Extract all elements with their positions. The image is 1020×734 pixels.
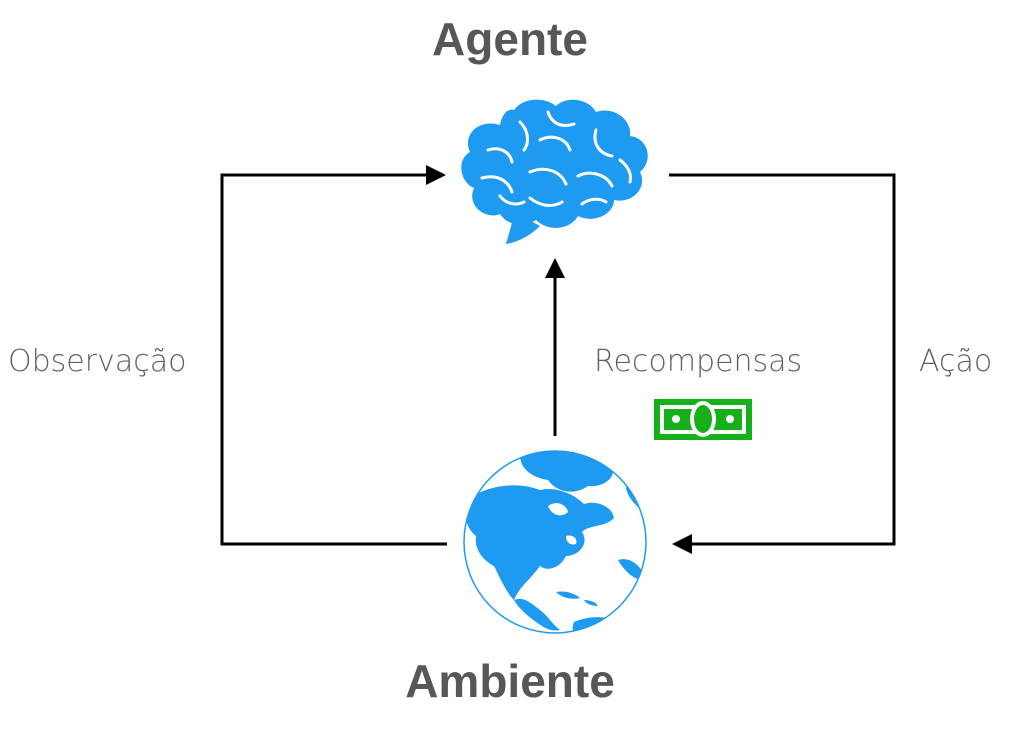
- action-label: Ação: [919, 344, 993, 379]
- action-arrowhead: [672, 534, 692, 554]
- brain-icon: [461, 100, 647, 244]
- observation-arrowhead: [426, 165, 446, 185]
- observation-label: Observação: [8, 344, 187, 379]
- observation-arrow: [222, 175, 447, 544]
- money-icon: [654, 399, 752, 440]
- globe-icon: [464, 451, 646, 650]
- reward-arrowhead: [545, 258, 565, 278]
- reward-label: Recompensas: [594, 344, 803, 379]
- environment-title: Ambiente: [405, 655, 615, 707]
- agent-title: Agente: [432, 13, 588, 65]
